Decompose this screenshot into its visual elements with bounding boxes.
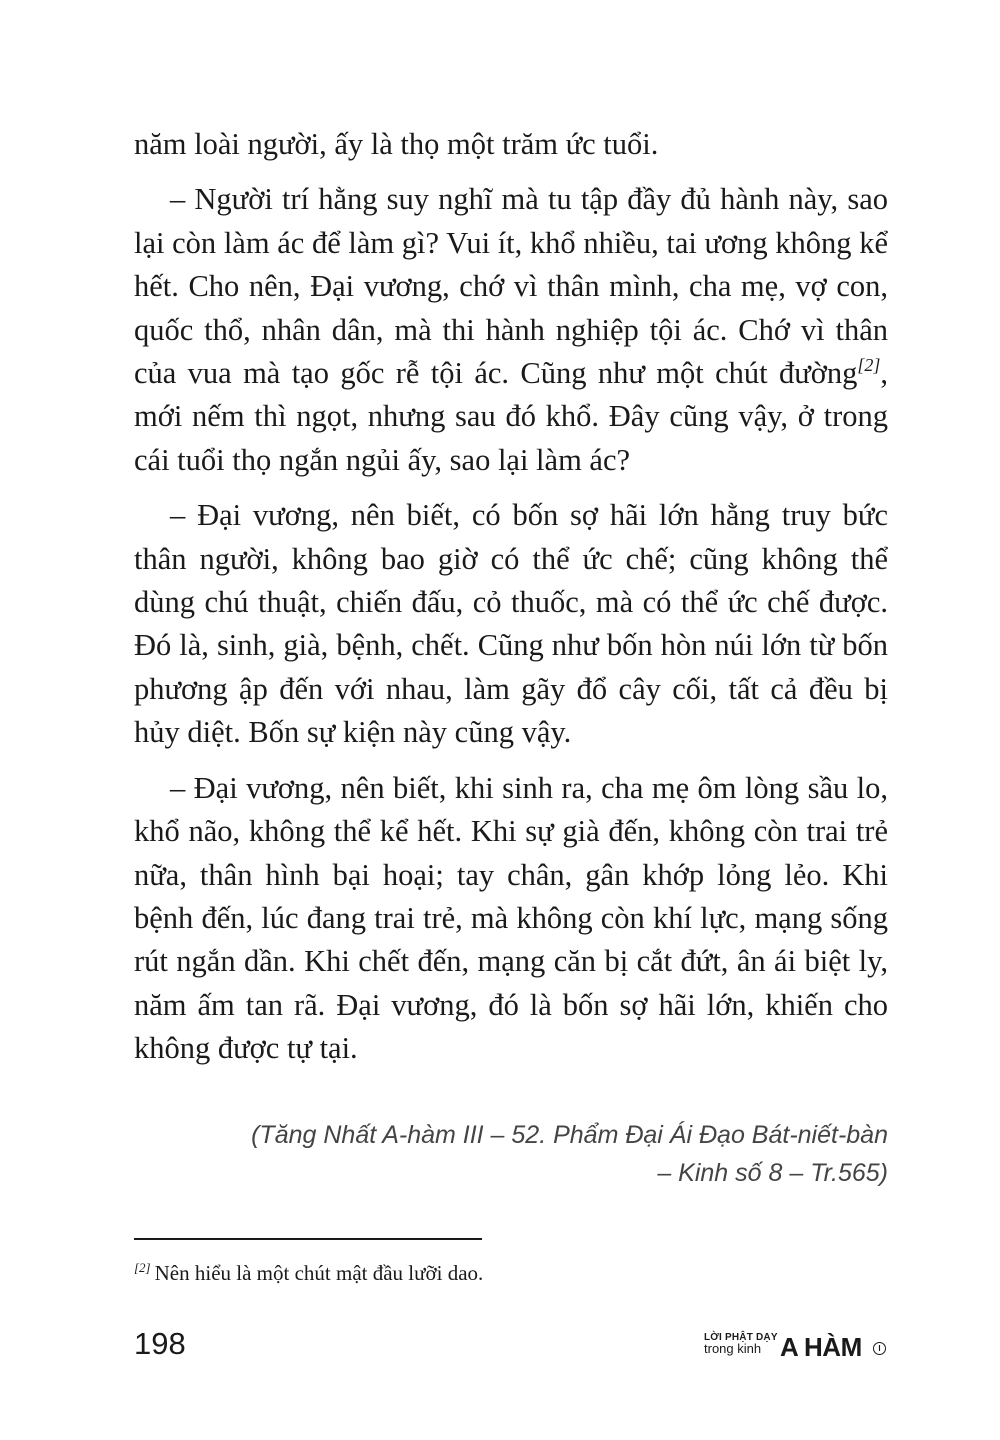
running-head-logo bbox=[704, 1332, 894, 1366]
footnote bbox=[134, 1258, 894, 1288]
paragraph-3: – Đại vương, nên biết, có bốn sợ hãi lớn hằng truy bức thân người, không bao giờ có thể ức chế; cũng không thể dùng chú thuật, chiến đấu, cỏ thuốc, mà có thể ức chế được. Đó là, sinh, già, bệnh, chết. Cũng như bốn hòn núi lớn từ bốn phương ập đến với nhau, làm gãy đổ cây cối, tất cả đều bị hủy diệt. Bốn sự kiện này cũng vậy. bbox=[134, 498, 888, 750]
footnote-text: Nên hiểu là một chút mật đầu lưỡi dao. bbox=[154, 1261, 484, 1285]
footnote-reference[interactable]: [2] bbox=[857, 355, 881, 376]
paragraph-4: – Đại vương, nên biết, khi sinh ra, cha mẹ ôm lòng sầu lo, khổ não, không thể kể hết. Khi sự già đến, không còn trai trẻ nữa, thân hình bại hoại; tay chân, gân khớp lỏng lẻo. Khi bệnh đến, lúc đang trai trẻ, mà không còn khí lực, mạng sống rút ngắn dần. Khi chết đến, mạng căn bị cắt đứt, ân ái biệt ly, năm ấm tan rã. Đại vương, đó là bốn sợ hãi lớn, khiến cho không được tự tại. bbox=[134, 770, 888, 1066]
body-text bbox=[134, 123, 888, 1071]
running-head-bottom: trong kinh bbox=[704, 1341, 762, 1356]
citation-line-1: (Tăng Nhất A-hàm III – 52. Phẩm Đại Ái Đạo Bát-niết-bàn bbox=[251, 1121, 888, 1149]
source-citation bbox=[128, 1116, 888, 1192]
paragraph-2 bbox=[134, 178, 888, 482]
paragraph-1: năm loài người, ấy là thọ một trăm ức tuổi. bbox=[134, 127, 659, 161]
citation-line-2: – Kinh số 8 – Tr.565) bbox=[657, 1159, 888, 1187]
paragraph-2-before: – Người trí hằng suy nghĩ mà tu tập đầy đủ hành này, sao lại còn làm ác để làm gì? Vui ít, khổ nhiều, tai ương không kể hết. Cho nên, Đại vương, chớ vì thân mình, cha mẹ, vợ con, quốc thổ, nhân dân, mà thi hành nghiệp tội ác. Chớ vì thân của vua mà tạo gốc rễ tội ác. Cũng như một chút đường bbox=[134, 182, 888, 391]
paragraph-2-after: , mới nếm thì ngọt, nhưng sau đó khổ. Đây cũng vậy, ở trong cái tuổi thọ ngắn ngủi ấy, sao lại làm ác? bbox=[134, 356, 888, 477]
volume-badge: I bbox=[873, 1342, 886, 1355]
running-head-top: LỜI PHẬT DẠY bbox=[704, 1332, 778, 1343]
footnote-mark: [2] bbox=[134, 1260, 151, 1275]
footnote-divider bbox=[134, 1238, 482, 1240]
running-head-main: A HÀM bbox=[780, 1332, 862, 1362]
page-number: 198 bbox=[134, 1326, 186, 1361]
